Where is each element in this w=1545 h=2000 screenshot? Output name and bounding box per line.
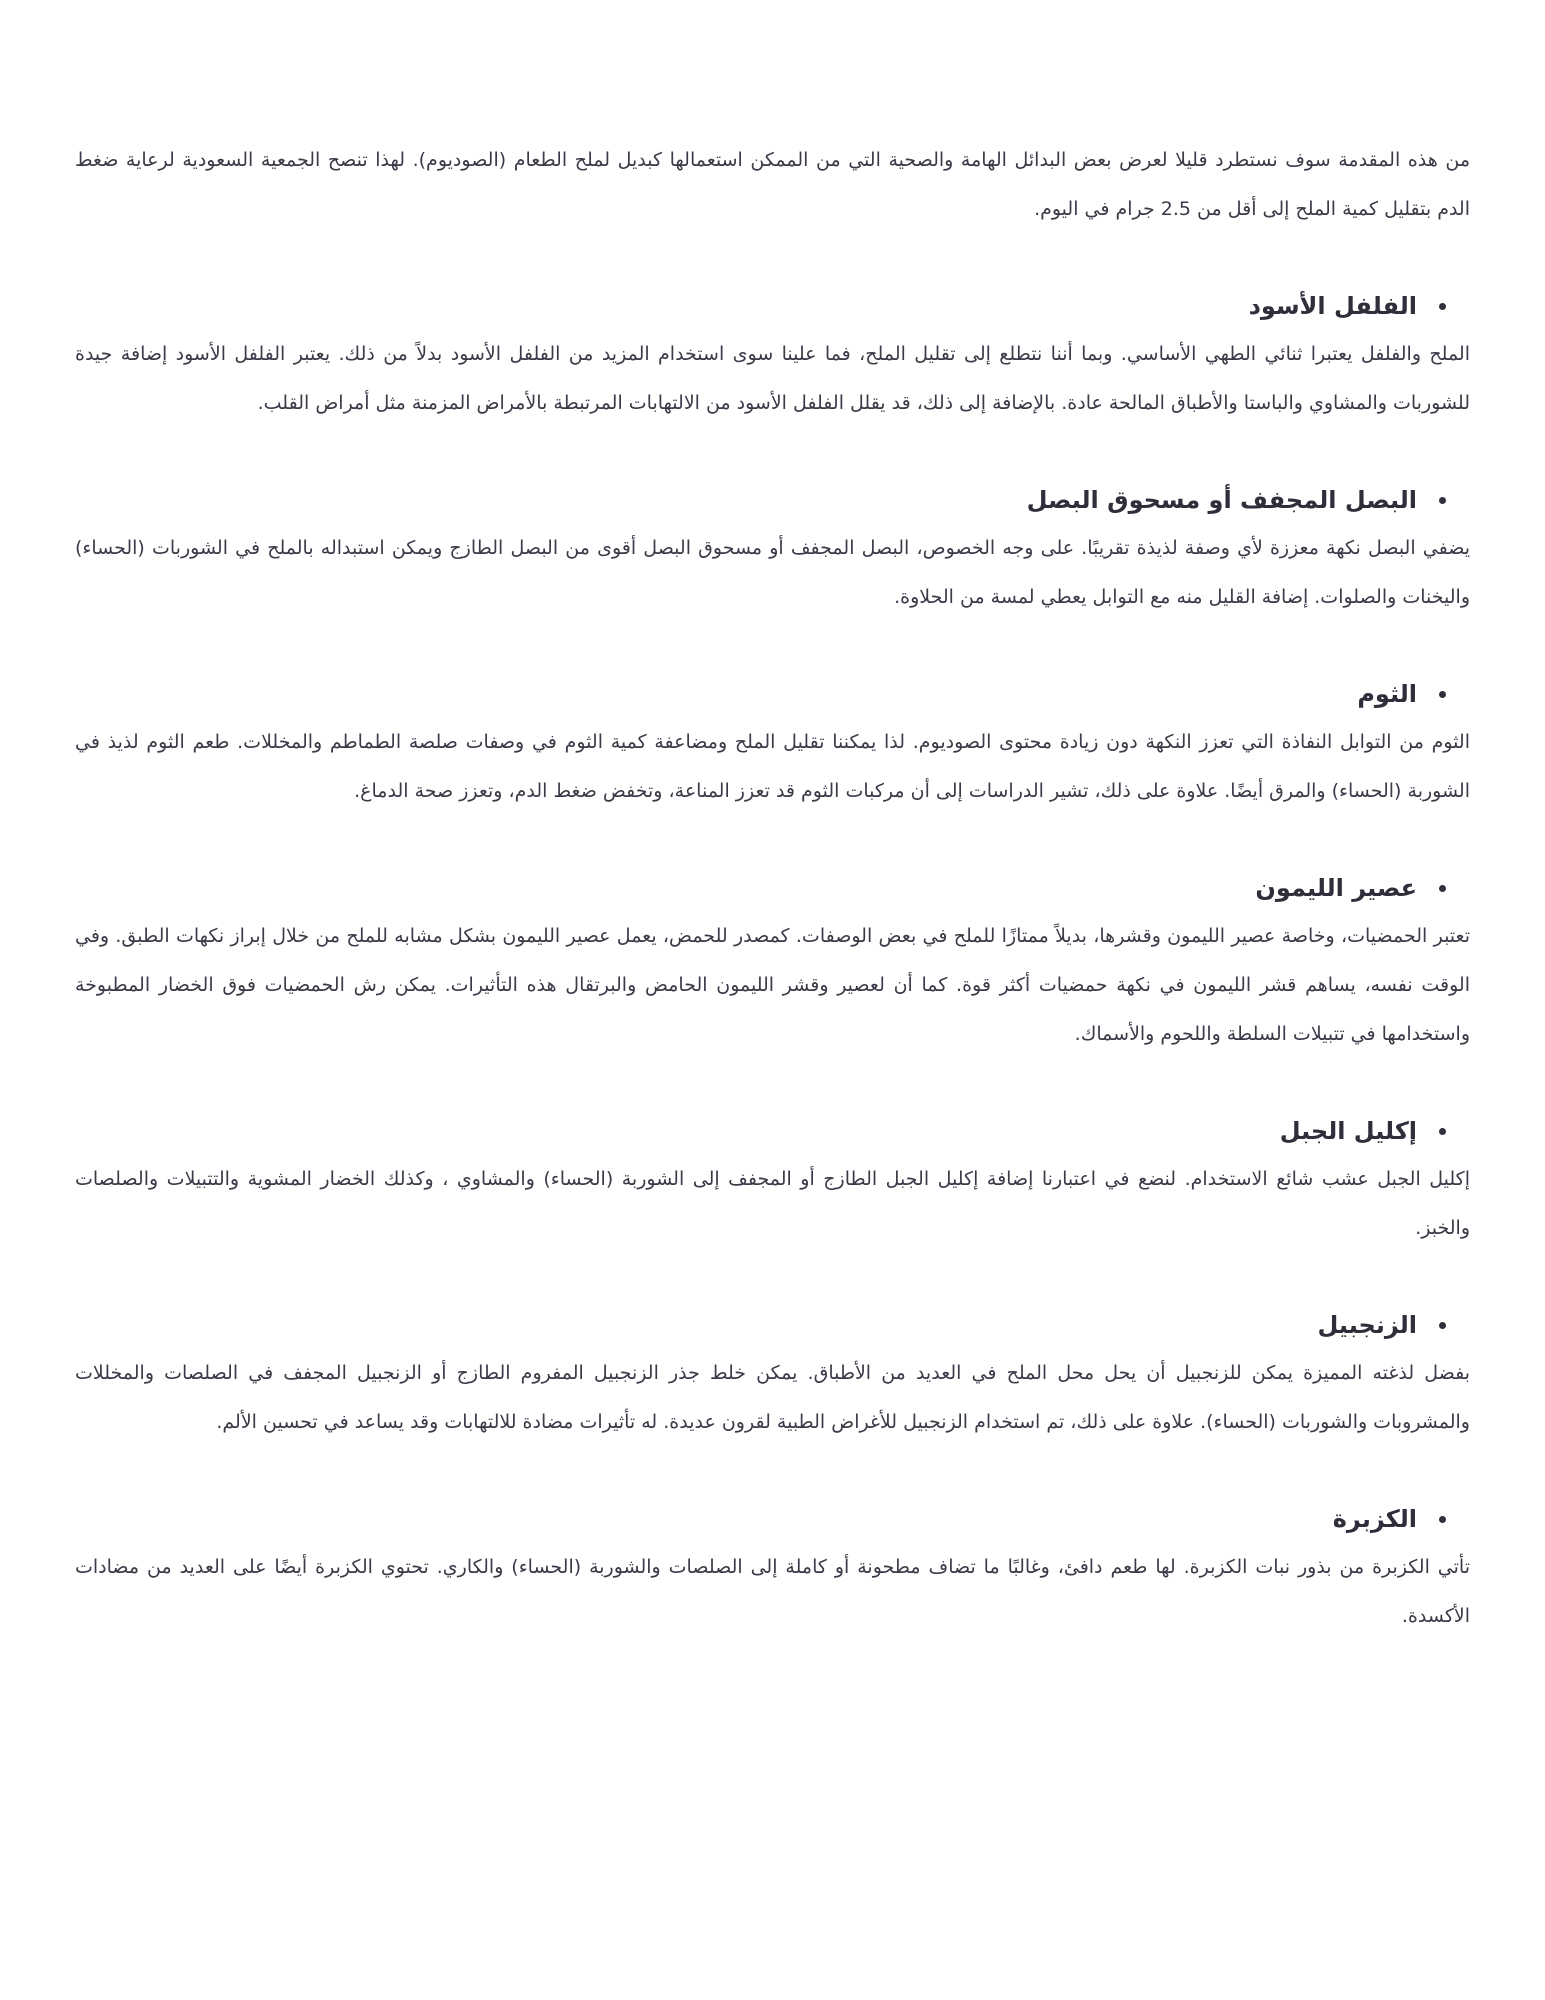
section-body: إكليل الجبل عشب شائع الاستخدام. لنضع في اعتبارنا إضافة إكليل الجبل الطازج أو المجفف إلى الشوربة (الحساء) والمشاوي ، وكذلك الخضار المشوية والتتبيلات والصلصات والخبز. bbox=[75, 1168, 1470, 1239]
section-dried-onion bbox=[75, 480, 1470, 622]
section-body: تعتبر الحمضيات، وخاصة عصير الليمون وقشرها، بديلاً ممتازًا للملح في بعض الوصفات. كمصدر للحمض، يعمل عصير الليمون بشكل مشابه للملح من خلال إبراز نكهات الطبق. وفي الوقت نفسه، يساهم قشر الليمون في نكهة حمضيات أكثر قوة. كما أن لعصير وقشر الليمون الحامض والبرتقال هذه التأثيرات. يمكن رش الحمضيات فوق الخضار المطبوخة واستخدامها في تتبيلات السلطة واللحوم والأسماك. bbox=[75, 925, 1470, 1045]
section-body: تأتي الكزبرة من بذور نبات الكزبرة. لها طعم دافئ، وغالبًا ما تضاف مطحونة أو كاملة إلى الصلصات والشوربة (الحساء) والكاري. تحتوي الكزبرة أيضًا على العديد من مضادات الأكسدة. bbox=[75, 1556, 1470, 1627]
section-title: الفلفل الأسود bbox=[1248, 292, 1417, 320]
intro-paragraph: من هذه المقدمة سوف نستطرد قليلا لعرض بعض البدائل الهامة والصحية التي من الممكن استعمالها كبديل لملح الطعام (الصوديوم). لهذا تنصح الجمعية السعودية لرعاية ضغط الدم بتقليل كمية الملح إلى أقل من 2.5 جرام في اليوم. bbox=[75, 149, 1470, 220]
bullet-icon bbox=[1439, 885, 1446, 892]
section-heading bbox=[75, 480, 1470, 520]
section-heading bbox=[75, 1499, 1470, 1539]
section-garlic bbox=[75, 674, 1470, 816]
bullet-icon bbox=[1439, 497, 1446, 504]
section-body: بفضل لذغته المميزة يمكن للزنجبيل أن يحل محل الملح في العديد من الأطباق. يمكن خلط جذر الزنجبيل المفروم الطازج أو الزنجبيل المجفف في الصلصات والمخللات والمشروبات والشوربات (الحساء). علاوة على ذلك، تم استخدام الزنجبيل للأغراض الطبية لقرون عديدة. له تأثيرات مضادة للالتهابات وقد يساعد في تحسين الألم. bbox=[75, 1362, 1470, 1433]
bullet-icon bbox=[1439, 1128, 1446, 1135]
section-lemon-juice bbox=[75, 868, 1470, 1059]
section-heading bbox=[75, 286, 1470, 326]
section-body: الملح والفلفل يعتبرا ثنائي الطهي الأساسي. وبما أننا نتطلع إلى تقليل الملح، فما علينا سوى استخدام المزيد من الفلفل الأسود بدلاً من ذلك. يعتبر الفلفل الأسود إضافة جيدة للشوربات والمشاوي والباستا والأطباق المالحة عادة. بالإضافة إلى ذلك، قد يقلل الفلفل الأسود من الالتهابات المرتبطة بالأمراض المزمنة مثل أمراض القلب. bbox=[75, 343, 1470, 414]
section-title: إكليل الجبل bbox=[1279, 1117, 1417, 1145]
section-heading bbox=[75, 1305, 1470, 1345]
bullet-icon bbox=[1439, 1322, 1446, 1329]
section-body: الثوم من التوابل النفاذة التي تعزز النكهة دون زيادة محتوى الصوديوم. لذا يمكننا تقليل الملح ومضاعفة كمية الثوم في وصفات صلصة الطماطم والمخللات. طعم الثوم لذيذ في الشوربة (الحساء) والمرق أيضًا. علاوة على ذلك، تشير الدراسات إلى أن مركبات الثوم قد تعزز المناعة، وتخفض ضغط الدم، وتعزز صحة الدماغ. bbox=[75, 731, 1470, 802]
section-rosemary bbox=[75, 1111, 1470, 1253]
section-title: البصل المجفف أو مسحوق البصل bbox=[1026, 486, 1417, 514]
bullet-icon bbox=[1439, 303, 1446, 310]
section-heading bbox=[75, 868, 1470, 908]
section-title: عصير الليمون bbox=[1255, 874, 1417, 902]
section-ginger bbox=[75, 1305, 1470, 1447]
section-body: يضفي البصل نكهة معززة لأي وصفة لذيذة تقريبًا. على وجه الخصوص، البصل المجفف أو مسحوق البصل أقوى من البصل الطازج ويمكن استبداله بالملح في الشوربات (الحساء) واليخنات والصلوات. إضافة القليل منه مع التوابل يعطي لمسة من الحلاوة. bbox=[75, 537, 1470, 608]
bullet-icon bbox=[1439, 691, 1446, 698]
section-coriander bbox=[75, 1499, 1470, 1641]
section-heading bbox=[75, 1111, 1470, 1151]
bullet-icon bbox=[1439, 1516, 1446, 1523]
section-black-pepper bbox=[75, 286, 1470, 428]
section-heading bbox=[75, 674, 1470, 714]
section-title: الزنجبيل bbox=[1317, 1311, 1417, 1339]
section-title: الكزبرة bbox=[1332, 1505, 1417, 1533]
section-title: الثوم bbox=[1357, 680, 1417, 708]
